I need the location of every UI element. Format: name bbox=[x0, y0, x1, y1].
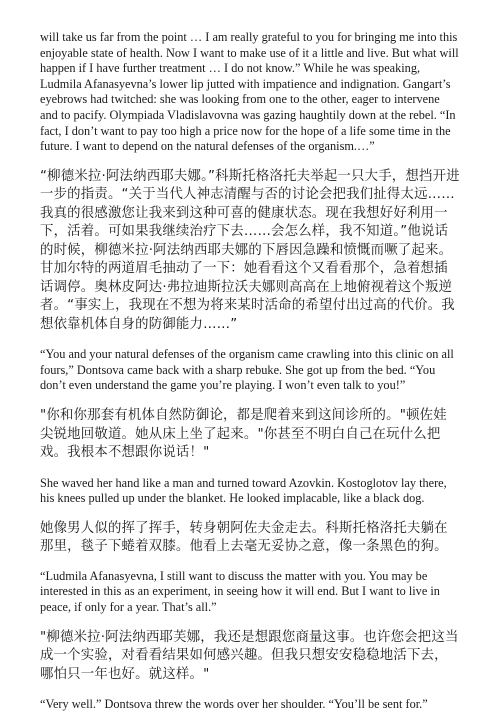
paragraph-en-5: “Very well.” Dontsova threw the words over her shoulder. “You’ll be sent for.” bbox=[40, 697, 428, 711]
document-page bbox=[40, 30, 460, 726]
paragraph-en-4: “Ludmila Afanasyevna, I still want to discuss the matter with you. You may be interested in this as an experiment, in seeing how it will end. But I want to live in peace, if only for a year. That’s all.” bbox=[40, 568, 440, 614]
paragraph-zh-3: 她像男人似的挥了挥手，转身朝阿佐夫金走去。科斯托格洛托夫躺在那里，毯子下蜷着双膝。他看上去毫无妥协之意，像一条黑色的狗。 bbox=[40, 520, 448, 555]
paragraph-en-1: will take us far from the point … I am really grateful to you for bringing me into this enjoyable state of health. Now I want to make use of it a little and live. But what will happen if I have further treatment … I do not know.” While he was speaking, Ludmila Afanasyevna’s lower lip jutted with impatience and indignation. Gangart’s eyebrows had twitched: she was looking from one to the other, eager to intervene and to pacify. Olympiada Vladislavovna was gazing haughtily down at the rebel. “In fact, I don’t want to pay too high a price now for the hope of a life some time in the future. I want to depend on the natural defenses of the organism.…” bbox=[40, 30, 459, 154]
paragraph-en-3: She waved her hand like a man and turned toward Azovkin. Kostoglotov lay there, his knees pulled up under the blanket. He looked implacable, like a black dog. bbox=[40, 475, 447, 506]
paragraph-en-2: “You and your natural defenses of the organism came crawling into this clinic on all fours,” Dontsova came back with a sharp rebuke. She got up from the bed. “You don’t even understand the game you’re playing. I won’t even talk to you!” bbox=[40, 347, 454, 393]
paragraph-zh-2: "你和你那套有机体自然防御论，都是爬着来到这间诊所的。"顿佐娃尖锐地回敬道。她从床上坐了起来。"你甚至不明白自己在玩什么把戏。我根本不想跟你说话！" bbox=[40, 408, 447, 461]
paragraph-zh-1: “柳德米拉·阿法纳西耶夫娜。”科斯托格洛托夫举起一只大手，想挡开进一步的指责。“关于当代人神志清醒与否的讨论会把我们扯得太远……我真的很感激您让我来到这种可喜的健康状态。现在我想好好利用一下，活着。可如果我继续治疗下去……会怎么样，我不知道。”他说话的时候，柳德米拉·阿法纳西耶夫娜的下唇因急躁和愤慨而噘了起来。甘加尔特的两道眉毛抽动了一下：她看看这个又看看那个，急着想插话调停。奥林皮阿达·弗拉迪斯拉沃夫娜则高高在上地俯视着这个叛逆者。“事实上，我现在不想为将来某时活命的希望付出过高的代价。我想依靠机体自身的防御能力……” bbox=[40, 168, 460, 332]
paragraph-zh-4: "柳德米拉·阿法纳西耶芙娜，我还是想跟您商量这事。也许您会把这当成一个实验，对看看结果如何感兴趣。但我只想安安稳稳地活下去，哪怕只一年也好。就这样。" bbox=[40, 629, 459, 682]
